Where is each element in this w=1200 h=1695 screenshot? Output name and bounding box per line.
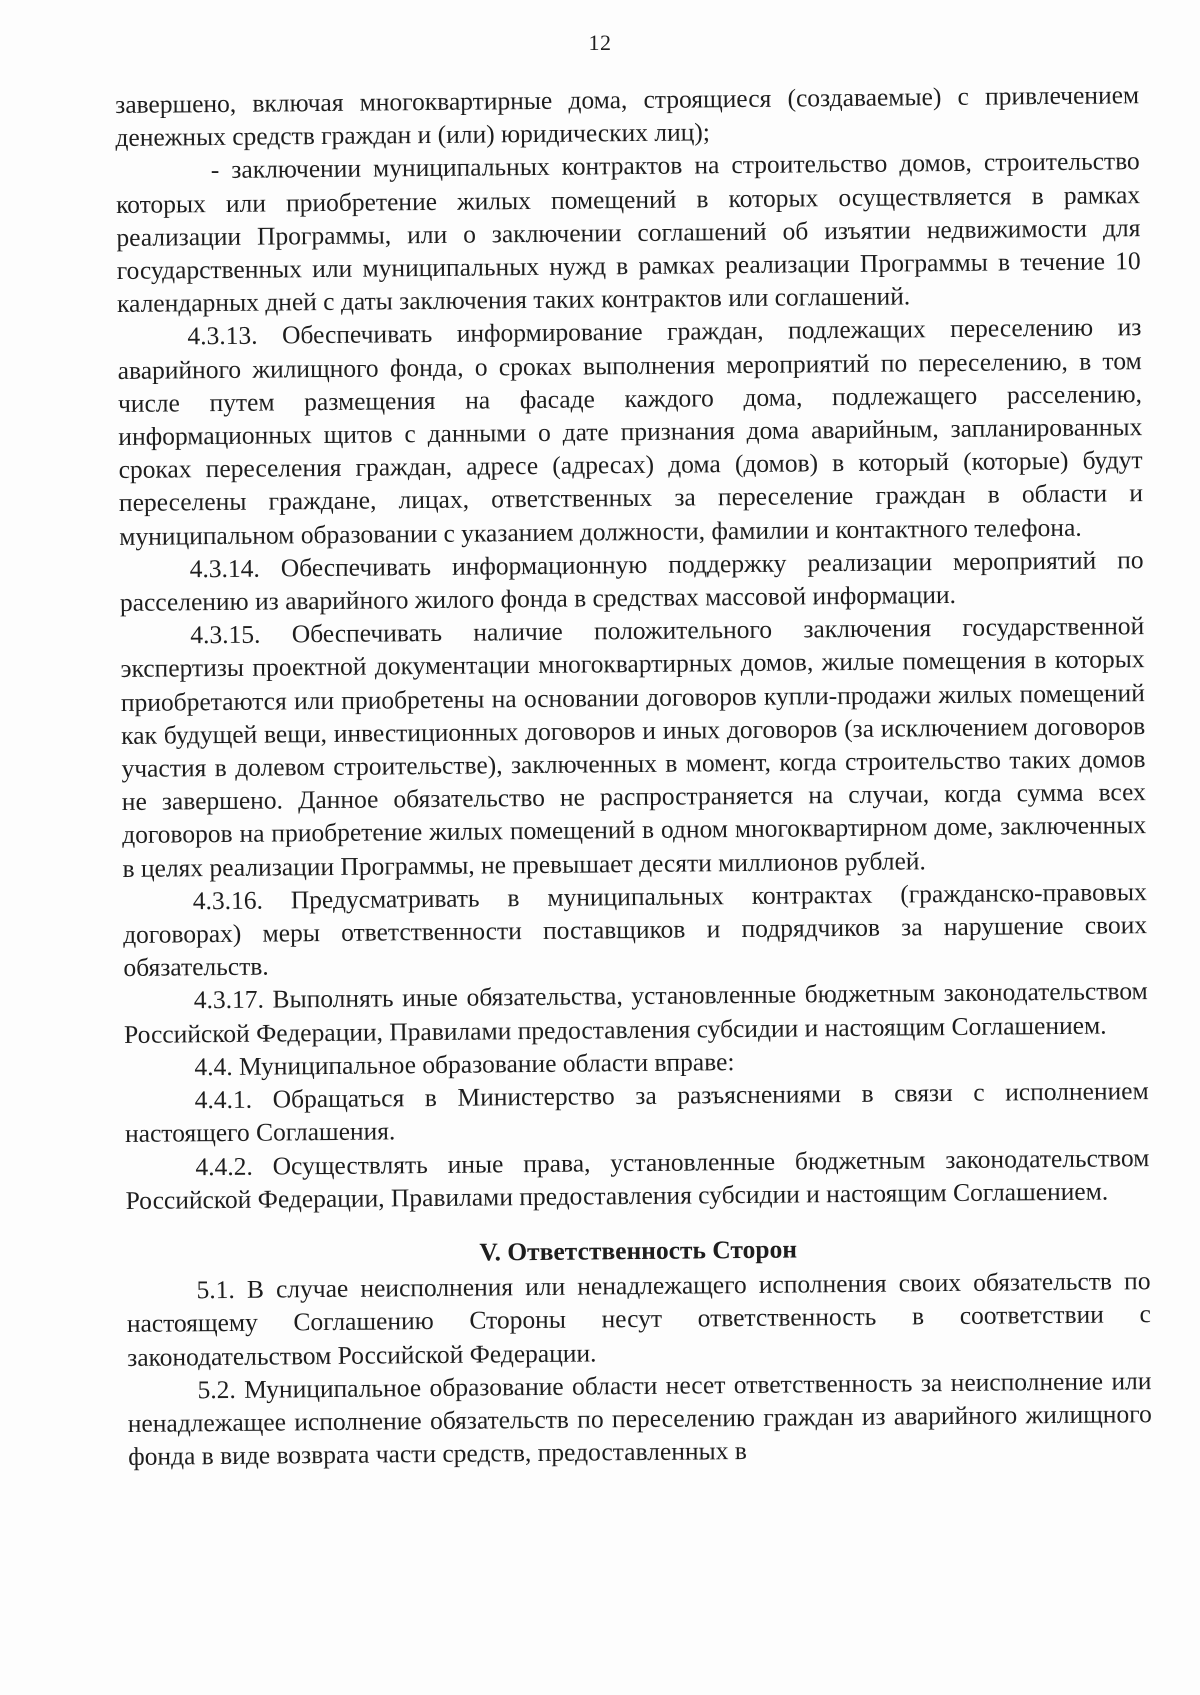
- paragraph-4-4: 4.4. Муниципальное образование области вправе:: [194, 1046, 735, 1082]
- paragraph-continuation: завершено, включая многоквартирные дома, строящиеся (создаваемые) с привлечением денежных средств граждан и (или) юридических лиц);: [115, 80, 1140, 153]
- paragraph-4-3-17: 4.3.17. Выполнять иные обязательства, установленные бюджетным законодательством Российской Федерации, Правилами предоставления субсидии и настоящим Соглашением.: [123, 976, 1148, 1049]
- paragraph-5-2: 5.2. Муниципальное образование области несет ответственность за неисполнение или ненадлежащее исполнение обязательств по переселению граждан из аварийного жилищного фонда в виде возврата части средств, предоставленных в: [127, 1365, 1152, 1472]
- paragraph-5-1: 5.1. В случае неисполнения или ненадлежащего исполнения своих обязательств по настоящему Соглашению Стороны несут ответственность в соответствии с законодательством Российской Федерации.: [126, 1266, 1151, 1372]
- paragraph-4-3-16: 4.3.16. Предусматривать в муниципальных контрактах (гражданско-правовых договорах) меры ответственности поставщиков и подрядчиков за нарушение своих обязательств.: [122, 877, 1148, 983]
- paragraph-dash-item: - заключении муниципальных контрактов на строительство домов, строительство которых или приобретение жилых помещений в которых осуществляется в рамках реализации Программы, или о заключении соглашений об изъятии недвижимости для государственных или муниципальных нужд в рамках реализации Программы в течение 10 календарных дней с даты заключения таких контрактов или соглашений.: [115, 146, 1141, 319]
- section-heading: V. Ответственность Сторон: [479, 1234, 798, 1267]
- paragraph-4-3-14: 4.3.14. Обеспечивать информационную поддержку реализации мероприятий по расселению из аварийного жилого фонда в средствах массовой информации.: [119, 544, 1144, 618]
- page-number: 12: [588, 30, 612, 55]
- paragraph-4-4-2: 4.4.2. Осуществлять иные права, установленные бюджетным законодательством Российской Федерации, Правилами предоставления субсидии и настоящим Соглашением.: [125, 1142, 1150, 1215]
- paragraph-4-3-15: 4.3.15. Обеспечивать наличие положительного заключения государственной экспертизы проектной документации многоквартирных домов, жилые помещения в которых приобретаются или приобретены на основании договоров купли-продажи жилых помещений как будущей вещи, инвестиционных договоров и иных договоров (за исключением договоров участия в долевом строительстве), заключенных в момент, когда строительство таких домов не завершено. Данное обязательство не распространяется на случаи, когда сумма всех договоров на приобретение жилых помещений в одном многоквартирном доме, заключенных в целях реализации Программы, не превышает десяти миллионов рублей.: [120, 611, 1147, 883]
- document-body: [115, 78, 1152, 1473]
- paragraph-4-4-1: 4.4.1. Обращаться в Министерство за разъяснениями в связи с исполнением настоящего Соглашения.: [124, 1076, 1149, 1149]
- paragraph-4-3-13: 4.3.13. Обеспечивать информирование граждан, подлежащих переселению из аварийного жилищного фонда, о сроках выполнения мероприятий по переселению, в том числе путем размещения на фасаде каждого дома, подлежащего расселению, информационных щитов с данными о дате признания дома аварийным, запланированных сроках переселения граждан, адресе (адресах) дома (домов) в который (которые) будут переселены граждане, лицах, ответственных за переселение граждан в области и муниципальном образовании с указанием должности, фамилии и контактного телефона.: [117, 312, 1144, 551]
